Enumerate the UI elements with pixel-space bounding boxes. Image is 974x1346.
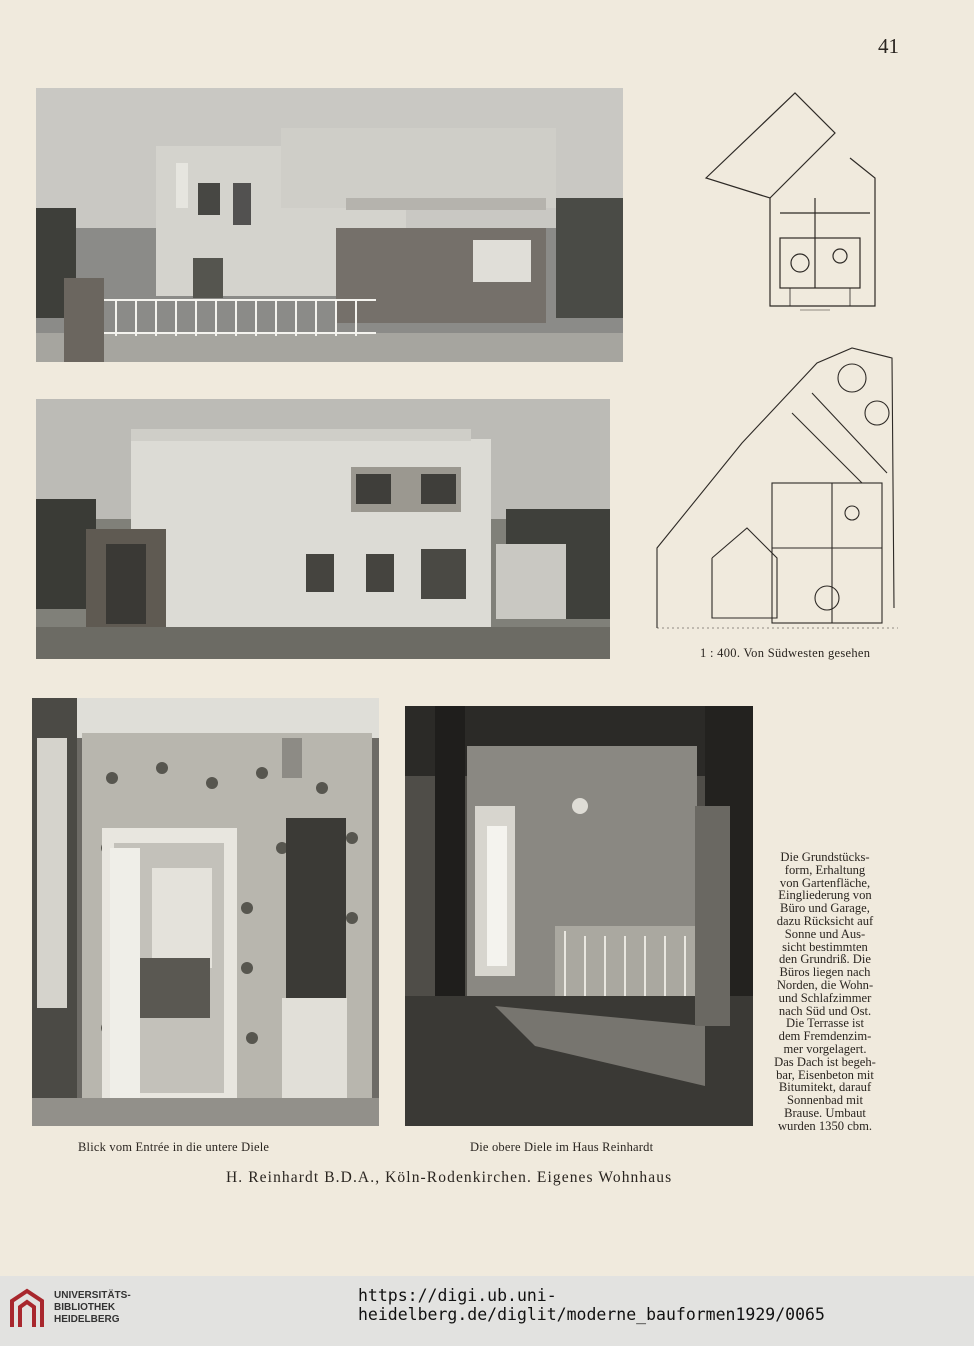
- entree-interior-photo: [32, 698, 379, 1126]
- library-name-line: BIBLIOTHEK: [54, 1302, 116, 1313]
- permalink-url[interactable]: https://digi.ub.uni-heidelberg.de/diglit/moderne_bauformen1929/0065: [358, 1286, 825, 1324]
- text-line: Sonnenbad mit: [787, 1093, 863, 1108]
- text-line: Brause. Umbaut: [784, 1105, 866, 1120]
- description-text: [752, 851, 898, 1133]
- text-line: Bitumitekt, darauf: [778, 1080, 872, 1095]
- library-name[interactable]: [54, 1290, 131, 1326]
- text-line: Sonne und Aus-: [784, 926, 866, 941]
- text-line: Die Grundstücks-: [780, 850, 870, 864]
- text-line: Eingliederung von: [778, 888, 872, 903]
- library-name-line: UNIVERSITÄTS-: [54, 1290, 131, 1301]
- house-exterior-photo-2: [36, 399, 610, 659]
- text-line: den Grundriß. Die: [779, 952, 871, 967]
- text-line: Büro und Garage,: [780, 901, 870, 916]
- library-logo-icon: [8, 1287, 46, 1329]
- text-line: von Gartenfläche,: [779, 875, 871, 890]
- upper-hall-interior-photo: [405, 706, 753, 1126]
- plan-caption: 1 : 400. Von Südwesten gesehen: [700, 646, 871, 660]
- page-number: 41: [878, 34, 899, 58]
- text-line: form, Erhaltung: [784, 862, 866, 877]
- text-line: Das Dach ist begeh-: [774, 1054, 876, 1069]
- text-line: Büros liegen nach: [779, 965, 871, 980]
- caption-right: Die obere Diele im Haus Reinhardt: [470, 1140, 654, 1154]
- text-line: dem Fremdenzim-: [778, 1029, 872, 1044]
- text-line: Norden, die Wohn-: [776, 977, 874, 992]
- house-exterior-photo-1: [36, 88, 623, 362]
- text-line: nach Süd und Ost.: [778, 1003, 872, 1018]
- text-line: wurden 1350 cbm.: [777, 1118, 873, 1133]
- text-line: bar, Eisenbeton mit: [776, 1067, 874, 1082]
- caption-left: Blick vom Entrée in die untere Diele: [78, 1140, 270, 1154]
- text-line: dazu Rücksicht auf: [776, 913, 874, 928]
- text-line: und Schlafzimmer: [778, 990, 872, 1005]
- text-line: Die Terrasse ist: [786, 1016, 864, 1031]
- text-line: mer vorgelagert.: [783, 1041, 867, 1056]
- page-title: H. Reinhardt B.D.A., Köln-Rodenkirchen. Eigenes Wohnhaus: [226, 1169, 673, 1186]
- library-name-line: HEIDELBERG: [54, 1314, 120, 1325]
- floor-plan-upper: [700, 88, 880, 328]
- floor-plan-ground: [652, 333, 898, 641]
- text-line: sicht bestimmten: [782, 939, 868, 954]
